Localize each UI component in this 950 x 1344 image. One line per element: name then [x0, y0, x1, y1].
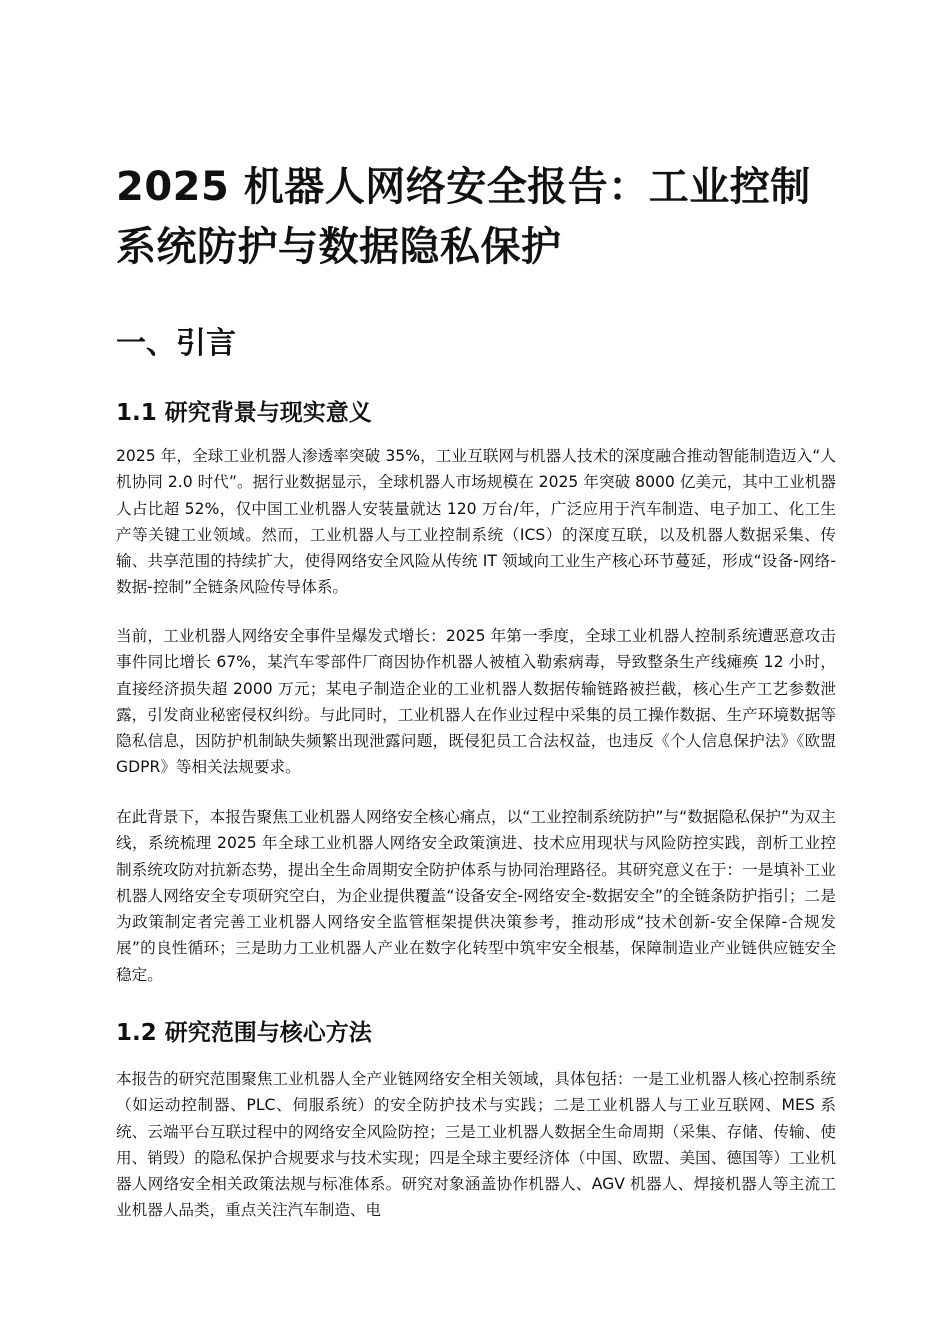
- paragraph-background-3: 在此背景下，本报告聚焦工业机器人网络安全核心痛点，以“工业控制系统防护”与“数据隐私保护”为双主线，系统梳理 2025 年全球工业机器人网络安全政策演进、技术应用现状与风险防控实践，剖析工业控制系统攻防对抗新态势，提出全生命周期安全防护体系与协同治理路径。其研究意义在于：一是填补工业机器人网络安全专项研究空白，为企业提供覆盖“设备安全-网络安全-数据安全”的全链条防护指引；二是为政策制定者完善工业机器人网络安全监管框架提供决策参考，推动形成“技术创新-安全保障-合规发展”的良性循环；三是助力工业机器人产业在数字化转型中筑牢安全根基，保障制造业产业链供应链安全稳定。: [116, 808, 836, 984]
- report-title: 2025 机器人网络安全报告：工业控制系统防护与数据隐私保护: [116, 164, 811, 270]
- subsection-heading-background: 1.1 研究背景与现实意义: [116, 400, 372, 426]
- section-heading-introduction: 一、引言: [116, 326, 236, 361]
- subsection-heading-scope: 1.2 研究范围与核心方法: [116, 1020, 372, 1046]
- paragraph-background-1: 2025 年，全球工业机器人渗透率突破 35%，工业互联网与机器人技术的深度融合推动智能制造迈入“人机协同 2.0 时代”。据行业数据显示，全球机器人市场规模在 2025 年突破 8000 亿美元，其中工业机器人占比超 52%，仅中国工业机器人安装量就达 120 万台/年，广泛应用于汽车制造、电子加工、化工生产等关键工业领域。然而，工业机器人与工业控制系统（ICS）的深度互联，以及机器人数据采集、传输、共享范围的持续扩大，使得网络安全风险从传统 IT 领域向工业生产核心环节蔓延，形成“设备-网络-数据-控制”全链条风险传导体系。: [116, 447, 836, 597]
- paragraph-background-2: 当前，工业机器人网络安全事件呈爆发式增长：2025 年第一季度，全球工业机器人控制系统遭恶意攻击事件同比增长 67%，某汽车零部件厂商因协作机器人被植入勒索病毒，导致整条生产线瘫痪 12 小时，直接经济损失超 2000 万元；某电子制造企业的工业机器人数据传输链路被拦截，核心生产工艺参数泄露，引发商业秘密侵权纠纷。与此同时，工业机器人在作业过程中采集的员工操作数据、生产环境数据等隐私信息，因防护机制缺失频繁出现泄露问题，既侵犯员工合法权益，也违反《个人信息保护法》《欧盟 GDPR》等相关法规要求。: [116, 627, 836, 777]
- paragraph-scope-1: 本报告的研究范围聚焦工业机器人全产业链网络安全相关领域，具体包括：一是工业机器人核心控制系统（如运动控制器、PLC、伺服系统）的安全防护技术与实践；二是工业机器人与工业互联网、MES 系统、云端平台互联过程中的网络安全风险防控；三是工业机器人数据全生命周期（采集、存储、传输、使用、销毁）的隐私保护合规要求与技术实现；四是全球主要经济体（中国、欧盟、美国、德国等）工业机器人网络安全相关政策法规与标准体系。研究对象涵盖协作机器人、AGV 机器人、焊接机器人等主流工业机器人品类，重点关注汽车制造、电: [116, 1070, 836, 1220]
